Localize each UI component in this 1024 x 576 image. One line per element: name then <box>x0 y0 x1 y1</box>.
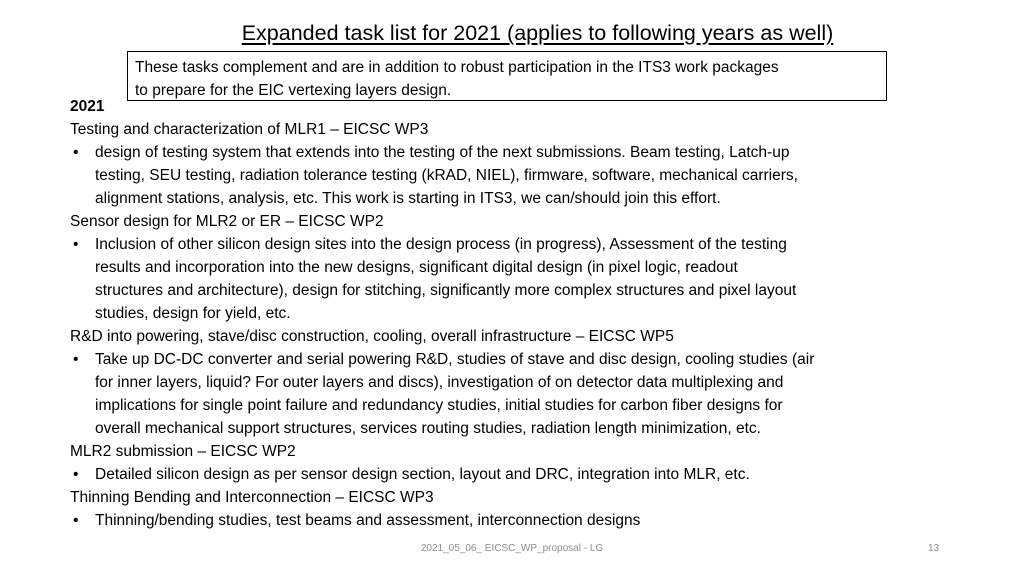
bullet-item <box>70 348 970 440</box>
bullet-item <box>70 509 970 532</box>
bullet-item <box>70 233 970 325</box>
bullet-item <box>70 141 970 210</box>
section-title-powering-infrastructure: R&D into powering, stave/disc construction, cooling, overall infrastructure – EICSC WP5 <box>70 328 674 345</box>
bullet-line: implications for single point failure and redundancy studies, initial studies for carbon fiber designs for <box>95 397 783 414</box>
bullet-symbol: • <box>73 466 79 483</box>
bullet-symbol: • <box>73 351 79 368</box>
bullet-line: for inner layers, liquid? For outer layers and discs), investigation of on detector data multiplexing and <box>95 374 784 391</box>
page-number: 13 <box>928 543 940 554</box>
footer-text: 2021_05_06_ EICSC_WP_proposal - LG <box>420 543 604 554</box>
bullet-line: results and incorporation into the new designs, significant digital design (in pixel logic, readout <box>95 259 738 276</box>
note-line: to prepare for the EIC vertexing layers design. <box>135 82 452 99</box>
bullet-symbol: • <box>73 144 79 161</box>
section-title-thinning-bending: Thinning Bending and Interconnection – EICSC WP3 <box>70 489 434 506</box>
bullet-line: design of testing system that extends into the testing of the next submissions. Beam testing, Latch-up <box>95 144 790 161</box>
bullet-symbol: • <box>73 236 79 253</box>
bullet-line: Take up DC-DC converter and serial powering R&D, studies of stave and disc design, cooling studies (air <box>95 351 815 368</box>
bullet-symbol: • <box>73 512 79 529</box>
bullet-line: alignment stations, analysis, etc. This work is starting in ITS3, we can/should join this effort. <box>95 190 721 207</box>
note-box <box>127 51 887 101</box>
bullet-line: testing, SEU testing, radiation tolerance testing (kRAD, NIEL), firmware, software, mechanical carriers, <box>95 167 798 184</box>
bullet-line: structures and architecture), design for stitching, significantly more complex structures and pixel layout <box>95 282 797 299</box>
bullet-line: studies, design for yield, etc. <box>95 305 291 322</box>
slide-title: Expanded task list for 2021 (applies to following years as well) <box>241 21 834 45</box>
section-title-sensor-design: Sensor design for MLR2 or ER – EICSC WP2 <box>70 213 384 230</box>
section-title-mlr2-submission: MLR2 submission – EICSC WP2 <box>70 443 296 460</box>
bullet-line: Thinning/bending studies, test beams and assessment, interconnection designs <box>95 512 641 529</box>
bullet-item <box>70 463 970 486</box>
bullet-line: overall mechanical support structures, services routing studies, radiation length minimization, etc. <box>95 420 761 437</box>
task-list <box>70 95 970 532</box>
bullet-line: Inclusion of other silicon design sites into the design process (in progress), Assessment of the testing <box>95 236 787 253</box>
year-heading: 2021 <box>70 98 105 115</box>
note-line: These tasks complement and are in addition to robust participation in the ITS3 work packages <box>135 59 779 76</box>
bullet-line: Detailed silicon design as per sensor design section, layout and DRC, integration into MLR, etc. <box>95 466 750 483</box>
section-title-mlr1-testing: Testing and characterization of MLR1 – EICSC WP3 <box>70 121 429 138</box>
